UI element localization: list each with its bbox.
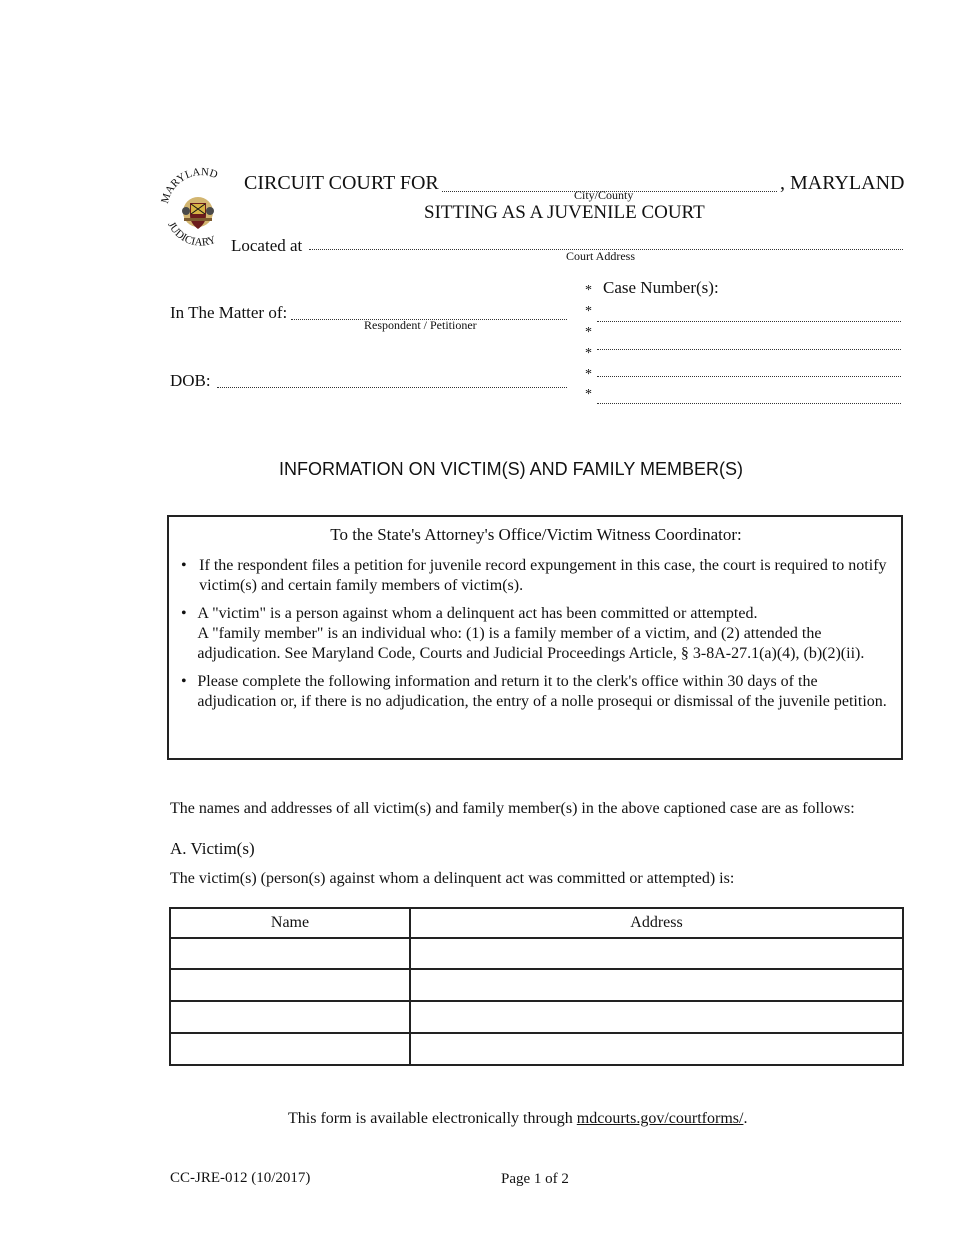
star-3: *: [585, 325, 592, 340]
section-a-label: A. Victim(s): [170, 839, 255, 858]
notice-bullet-3: [181, 672, 891, 712]
case-number-field-4[interactable]: [597, 402, 901, 404]
respondent-label: Respondent / Petitioner: [364, 318, 477, 332]
form-title: INFORMATION ON VICTIM(S) AND FAMILY MEMBER(S): [279, 459, 744, 479]
availability-period: .: [743, 1110, 748, 1127]
court-title-right: , MARYLAND: [780, 172, 905, 194]
victim-name-cell[interactable]: [170, 969, 410, 1001]
star-5: *: [585, 367, 592, 382]
form-code: CC-JRE-012 (10/2017): [170, 1170, 311, 1186]
address-column-header: Address: [410, 908, 903, 938]
case-number-field-2[interactable]: [597, 348, 901, 350]
seal-icon: [158, 162, 242, 257]
star-4: *: [585, 346, 592, 361]
city-county-label: City/County: [574, 188, 634, 202]
table-row: [170, 969, 903, 1001]
victim-table: [169, 907, 904, 1066]
victim-address-cell[interactable]: [410, 969, 903, 1001]
notice-bullet-text-1: If the respondent files a petition for juvenile record expungement in this case, the court is required to notify victim(s) and certain family members of victim(s).: [199, 557, 887, 594]
case-number-label: Case Number(s):: [603, 278, 719, 297]
victim-name-cell[interactable]: [170, 938, 410, 969]
victim-name-cell[interactable]: [170, 1001, 410, 1033]
table-row: [170, 1033, 903, 1065]
victim-description: The victim(s) (person(s) against whom a delinquent act was committed or attempted) is:: [170, 870, 735, 887]
notice-bullet-text-3: Please complete the following information and return it to the clerk's office within 30 days of the adjudication or, if there is no adjudication, the entry of a nolle prosequi or dismissal of the juvenile petition.: [197, 673, 887, 710]
victim-address-cell[interactable]: [410, 1001, 903, 1033]
court-title-left: CIRCUIT COURT FOR: [244, 172, 439, 194]
star-6: *: [585, 387, 592, 402]
notice-heading: To the State's Attorney's Office/Victim Witness Coordinator:: [330, 525, 742, 544]
name-column-header: Name: [170, 908, 410, 938]
availability-text: This form is available electronically through: [288, 1110, 577, 1127]
dob-label: DOB:: [170, 371, 211, 390]
victim-address-cell[interactable]: [410, 1033, 903, 1065]
matter-label: In The Matter of:: [170, 303, 288, 322]
notice-bullet-1: [181, 556, 891, 596]
notice-bullet-text-2: A "victim" is a person against whom a delinquent act has been committed or attempted. A "family member" is an individual who: (1) is a family member of a victim, and (2) attended the adjudication. See Maryland Code, Courts and Judicial Proceedings Article, § 3-8A-27.1(a)(4), (b)(2)(ii).: [197, 605, 865, 662]
svg-text:MARYLAND: MARYLAND: [159, 166, 220, 205]
page-number: Page 1 of 2: [501, 1171, 569, 1187]
case-number-field-1[interactable]: [597, 320, 901, 322]
star-2: *: [585, 304, 592, 319]
table-row: [170, 938, 903, 969]
notice-box: [167, 515, 903, 760]
court-address-label: Court Address: [566, 249, 635, 263]
bullet-icon: •: [181, 557, 187, 574]
maryland-judiciary-seal: [158, 162, 242, 257]
bullet-icon: •: [181, 605, 187, 622]
availability-line: [288, 1110, 747, 1128]
intro-text: The names and addresses of all victim(s) and family member(s) in the above captioned case are as follows:: [170, 800, 855, 817]
notice-bullet-2: [181, 604, 891, 664]
dob-field[interactable]: [217, 386, 567, 388]
court-forms-link[interactable]: mdcourts.gov/courtforms/: [576, 1110, 744, 1127]
case-number-field-3[interactable]: [597, 375, 901, 377]
victim-name-cell[interactable]: [170, 1033, 410, 1065]
court-subtitle: SITTING AS A JUVENILE COURT: [424, 202, 705, 223]
bullet-icon: •: [181, 673, 187, 690]
table-row: [170, 1001, 903, 1033]
located-at-label: Located at: [231, 236, 303, 255]
victim-address-cell[interactable]: [410, 938, 903, 969]
svg-text:JUDICIARY: JUDICIARY: [165, 219, 218, 249]
table-header-row: [170, 908, 903, 938]
star-1: *: [585, 283, 592, 298]
